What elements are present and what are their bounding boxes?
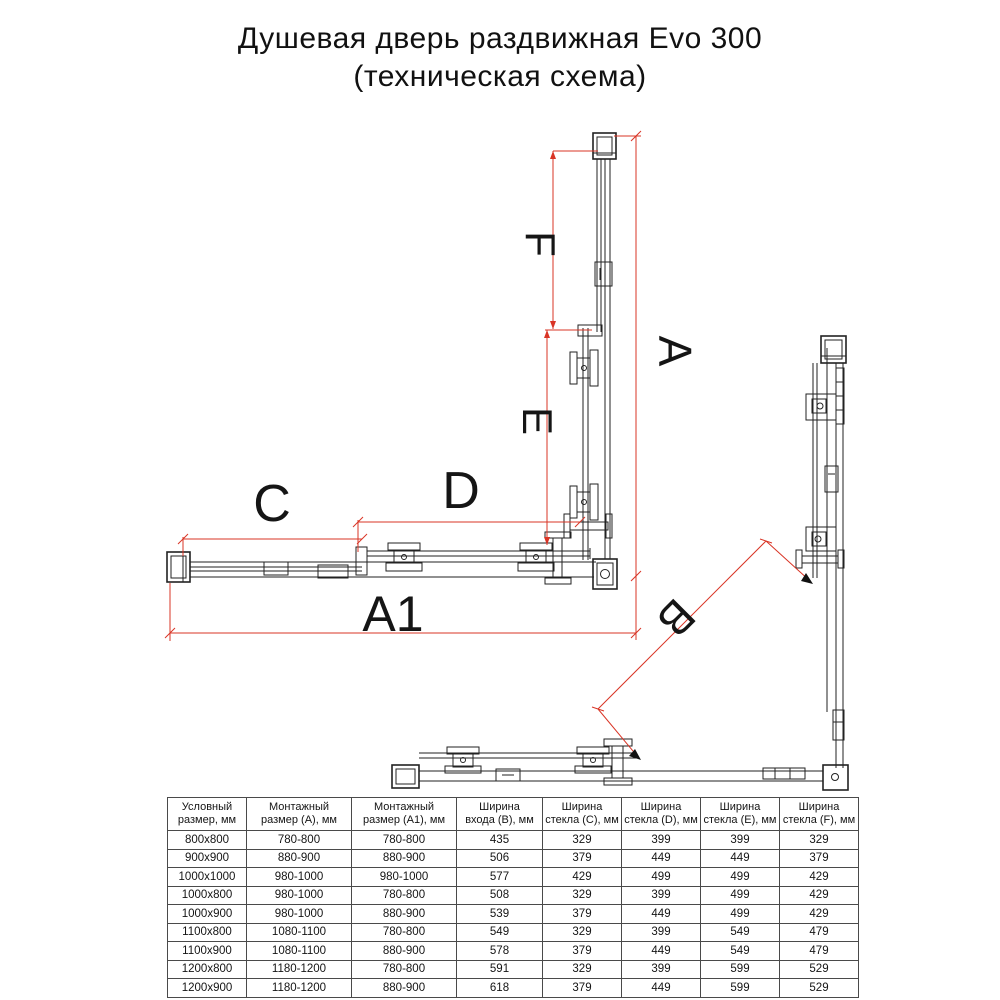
roller-assembly bbox=[575, 747, 611, 773]
header-cell: Ширина стекла (E), мм bbox=[701, 798, 780, 831]
table-cell: 599 bbox=[701, 979, 780, 998]
table-cell: 329 bbox=[543, 923, 622, 942]
table-cell: 880-900 bbox=[352, 905, 457, 924]
roller-assembly bbox=[570, 350, 598, 386]
table-cell: 577 bbox=[457, 868, 543, 887]
table-cell: 1100x900 bbox=[168, 942, 247, 961]
rail-connector bbox=[833, 710, 844, 740]
table-cell: 880-900 bbox=[352, 942, 457, 961]
door-handle bbox=[604, 739, 632, 785]
table-row bbox=[168, 960, 859, 979]
table-cell: 379 bbox=[543, 942, 622, 961]
dimension-A bbox=[614, 131, 701, 640]
table-row bbox=[168, 831, 859, 850]
table-cell: 780-800 bbox=[352, 831, 457, 850]
table-cell: 591 bbox=[457, 960, 543, 979]
title-line-1: Душевая дверь раздвижная Evo 300 bbox=[237, 22, 763, 55]
table-body bbox=[168, 831, 859, 998]
table-cell: 499 bbox=[701, 886, 780, 905]
table-cell: 880-900 bbox=[247, 849, 352, 868]
table-cell: 980-1000 bbox=[247, 886, 352, 905]
table-row bbox=[168, 849, 859, 868]
dimension-F bbox=[517, 151, 598, 329]
dimension-label-d: D bbox=[442, 462, 480, 520]
header-cell: Ширина стекла (D), мм bbox=[622, 798, 701, 831]
dimension-label-e: E bbox=[514, 406, 561, 436]
header-cell: Монтажный размер (A), мм bbox=[247, 798, 352, 831]
title-line-2: (техническая схема) bbox=[353, 60, 647, 93]
table-cell: 1200x900 bbox=[168, 979, 247, 998]
table-cell: 399 bbox=[622, 960, 701, 979]
corner-block bbox=[823, 765, 848, 790]
table-cell: 578 bbox=[457, 942, 543, 961]
table-cell: 429 bbox=[780, 886, 859, 905]
table-cell: 1080-1100 bbox=[247, 923, 352, 942]
table-cell: 880-900 bbox=[352, 849, 457, 868]
table-row bbox=[168, 868, 859, 887]
table-cell: 449 bbox=[622, 849, 701, 868]
roller-assembly bbox=[806, 527, 836, 551]
table-cell: 618 bbox=[457, 979, 543, 998]
table-cell: 1180-1200 bbox=[247, 960, 352, 979]
dimension-label-a: A bbox=[649, 335, 701, 367]
roller-assembly bbox=[570, 484, 598, 520]
roller-assembly bbox=[518, 543, 554, 571]
table-row bbox=[168, 886, 859, 905]
table-cell: 329 bbox=[543, 831, 622, 850]
dimension-table bbox=[167, 797, 859, 998]
table-cell: 506 bbox=[457, 849, 543, 868]
table-cell: 429 bbox=[780, 868, 859, 887]
table-cell: 499 bbox=[701, 868, 780, 887]
table-cell: 780-800 bbox=[352, 960, 457, 979]
table-row bbox=[168, 979, 859, 998]
header-cell: Ширина входа (B), мм bbox=[457, 798, 543, 831]
dimension-label-c: C bbox=[253, 475, 291, 533]
table-cell: 379 bbox=[543, 849, 622, 868]
table-cell: 379 bbox=[543, 979, 622, 998]
table-cell: 1000x800 bbox=[168, 886, 247, 905]
table-cell: 980-1000 bbox=[352, 868, 457, 887]
table-row bbox=[168, 905, 859, 924]
table-cell: 1180-1200 bbox=[247, 979, 352, 998]
table-header bbox=[168, 798, 859, 831]
header-cell: Монтажный размер (A1), мм bbox=[352, 798, 457, 831]
table-cell: 529 bbox=[780, 960, 859, 979]
table-cell: 1000x900 bbox=[168, 905, 247, 924]
table-cell: 449 bbox=[701, 849, 780, 868]
roller-assembly bbox=[386, 543, 422, 571]
table-cell: 499 bbox=[701, 905, 780, 924]
table-cell: 435 bbox=[457, 831, 543, 850]
header-cell: Условный размер, мм bbox=[168, 798, 247, 831]
table-cell: 1080-1100 bbox=[247, 942, 352, 961]
table-cell: 429 bbox=[543, 868, 622, 887]
table-cell: 449 bbox=[622, 942, 701, 961]
roller-assembly bbox=[445, 747, 481, 773]
table-cell: 780-800 bbox=[352, 886, 457, 905]
dimension-C bbox=[178, 475, 367, 556]
table-cell: 479 bbox=[780, 923, 859, 942]
table-cell: 379 bbox=[780, 849, 859, 868]
dimension-label-a1: A1 bbox=[362, 586, 424, 642]
table-cell: 329 bbox=[543, 886, 622, 905]
dimension-A1 bbox=[165, 583, 641, 642]
table-cell: 429 bbox=[780, 905, 859, 924]
table-cell: 449 bbox=[622, 979, 701, 998]
table-cell: 499 bbox=[622, 868, 701, 887]
table-row bbox=[168, 942, 859, 961]
table-cell: 900x900 bbox=[168, 849, 247, 868]
table-cell: 780-800 bbox=[247, 831, 352, 850]
glass-clamp bbox=[595, 262, 612, 286]
table-cell: 329 bbox=[780, 831, 859, 850]
table-cell: 399 bbox=[701, 831, 780, 850]
table-row bbox=[168, 923, 859, 942]
table-cell: 880-900 bbox=[352, 979, 457, 998]
dimension-E bbox=[514, 330, 592, 545]
table-cell: 329 bbox=[543, 960, 622, 979]
table-cell: 539 bbox=[457, 905, 543, 924]
table-cell: 399 bbox=[622, 923, 701, 942]
dimension-label-b: B bbox=[647, 589, 706, 648]
dimension-label-f: F bbox=[517, 231, 564, 257]
table-cell: 1000x1000 bbox=[168, 868, 247, 887]
glass-clamp bbox=[264, 562, 288, 575]
bottom-elevation-view bbox=[392, 739, 823, 788]
table-cell: 980-1000 bbox=[247, 868, 352, 887]
table-cell: 980-1000 bbox=[247, 905, 352, 924]
table-cell: 379 bbox=[543, 905, 622, 924]
rail-bracket bbox=[763, 768, 805, 779]
table-cell: 1100x800 bbox=[168, 923, 247, 942]
dimension-B bbox=[592, 539, 813, 760]
table-cell: 549 bbox=[701, 942, 780, 961]
side-elevation-view bbox=[796, 336, 848, 790]
plan-view-horizontal-run bbox=[167, 532, 617, 589]
table-cell: 529 bbox=[780, 979, 859, 998]
header-cell: Ширина стекла (C), мм bbox=[543, 798, 622, 831]
plan-view-vertical-run bbox=[564, 133, 616, 560]
table-cell: 449 bbox=[622, 905, 701, 924]
door-handle bbox=[796, 550, 844, 568]
table-cell: 549 bbox=[701, 923, 780, 942]
table-cell: 479 bbox=[780, 942, 859, 961]
table-cell: 1200x800 bbox=[168, 960, 247, 979]
roller-assembly bbox=[806, 394, 836, 420]
table-cell: 399 bbox=[622, 831, 701, 850]
table-cell: 800x800 bbox=[168, 831, 247, 850]
header-cell: Ширина стекла (F), мм bbox=[780, 798, 859, 831]
table-cell: 780-800 bbox=[352, 923, 457, 942]
table-cell: 549 bbox=[457, 923, 543, 942]
table-cell: 508 bbox=[457, 886, 543, 905]
table-cell: 399 bbox=[622, 886, 701, 905]
table-cell: 599 bbox=[701, 960, 780, 979]
